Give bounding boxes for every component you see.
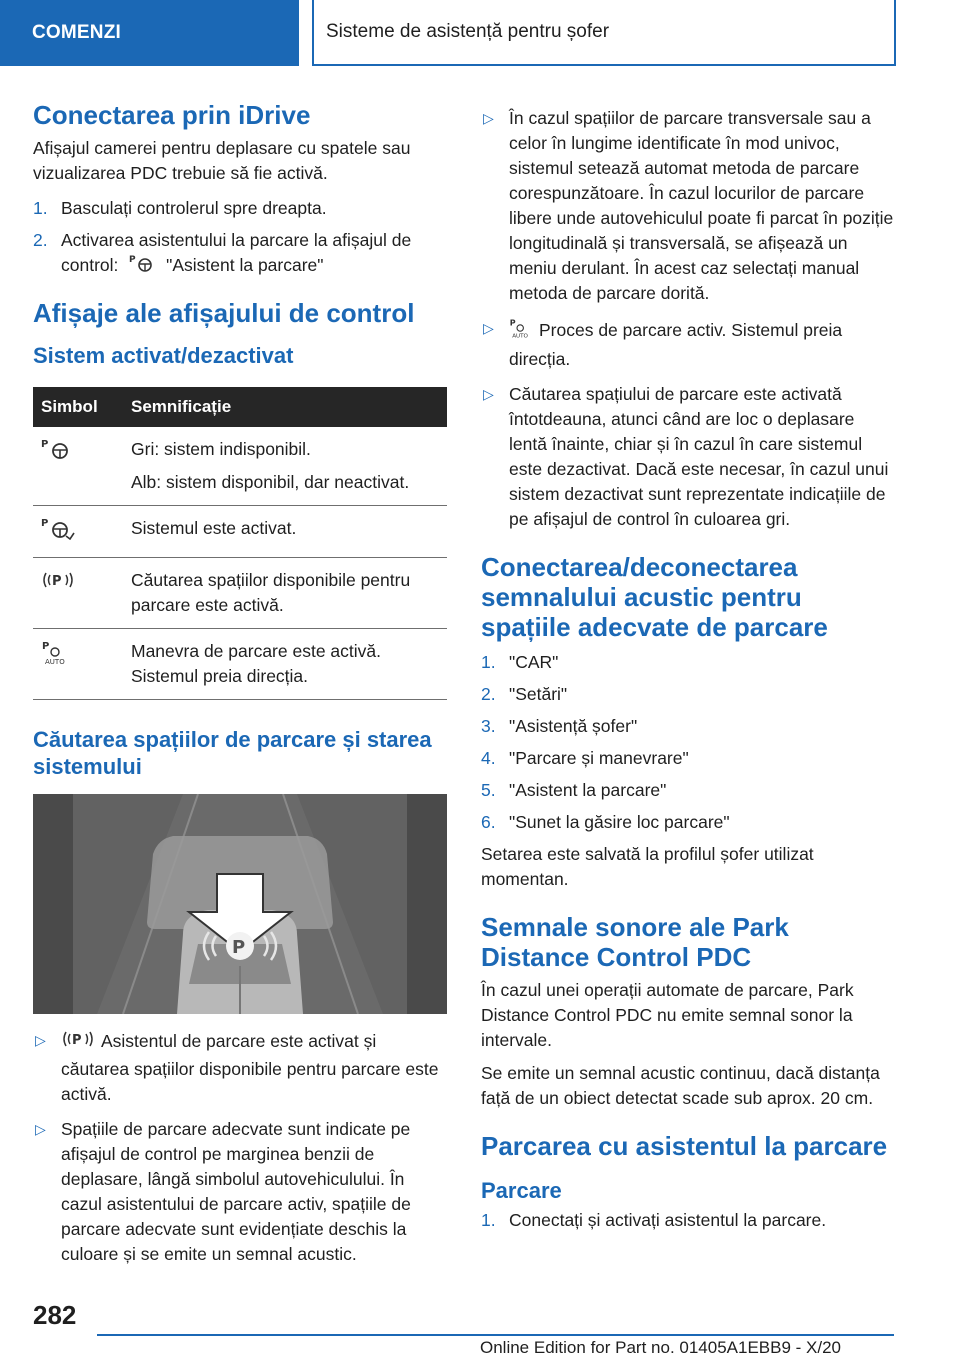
table-row: [33, 629, 447, 700]
list-item: [481, 316, 895, 372]
step-number: 4.: [481, 748, 496, 768]
step-number: 2.: [33, 230, 48, 250]
step-text: Conectați și activați asistentul la parcare.: [509, 1210, 827, 1230]
svg-text:AUTO: AUTO: [512, 333, 528, 340]
step-number: 1.: [33, 198, 48, 218]
paragraph-pdc-2: Se emite un semnal acustic continuu, dacă distanța față de un obiect detectat scade sub aprox. 20 cm.: [481, 1063, 880, 1108]
heading-park: Parcarea cu asistentul la parcare: [481, 1131, 888, 1161]
parking-assist-active-icon: [41, 518, 75, 544]
step-number: 5.: [481, 780, 496, 800]
heading-parcare: Parcare: [481, 1178, 562, 1203]
page-header: [0, 0, 960, 66]
bullet-triangle-icon: ▷: [35, 1032, 46, 1048]
svg-text:AUTO: AUTO: [45, 658, 65, 665]
bullet-text: În cazul spațiilor de parcare transversale sau a celor în lungime identificate în mod univoc, sistemul setează automat metoda de parcare corespunzătoare. În cazul locurilor de parcare libere unde autovehiculul poate fi parcat în poziție longitudinală și transversală, se afișează un meniu derulant. În acest caz selectați manual metoda de parcare dorită.: [509, 108, 894, 303]
parking-search-illustration: [33, 794, 447, 1014]
table-row: [33, 427, 447, 506]
table-cell-text: Alb: sistem disponibil, dar neactivat.: [131, 472, 410, 492]
step-item: [481, 650, 895, 675]
step-number: 2.: [481, 684, 496, 704]
svg-text:P: P: [41, 518, 49, 529]
table-cell-text: Manevra de parcare este activă. Sistemul preia direcția.: [131, 641, 381, 686]
step-item: [33, 228, 447, 280]
paragraph-pdc-1: În cazul unei operații automate de parcare, Park Distance Control PDC nu emite semnal sonor la intervale.: [481, 980, 854, 1050]
bullet-text: Spațiile de parcare adecvate sunt indicate pe afișajul de control pe marginea benzii de deplasare, lângă simbolul autovehiculului. În cazul asistentului de parcare activ, spațiile de parcare adecvate sunt evidențiate deschis la culoare și se emite un semnal acustic.: [61, 1119, 411, 1264]
step-text: Basculați controlerul spre dreapta.: [61, 198, 327, 218]
paragraph-idrive: Afișajul camerei pentru deplasare cu spatele sau vizualizarea PDC trebuie să fie activă.: [33, 138, 411, 183]
parking-auto-icon: [41, 641, 71, 669]
svg-text:P: P: [42, 641, 50, 652]
step-text: "Parcare și manevrare": [509, 748, 689, 768]
step-item: [481, 682, 895, 707]
page-number: 282: [33, 1300, 77, 1330]
svg-text:P: P: [52, 574, 62, 589]
chapter-title: Sisteme de asistență pentru șofer: [312, 0, 896, 66]
step-text: "Setări": [509, 684, 568, 704]
step-item: [481, 778, 895, 803]
col-meaning: Semnificație: [123, 387, 447, 427]
step-text: "Asistent la parcare": [509, 780, 667, 800]
bullet-triangle-icon: ▷: [483, 110, 494, 126]
parking-search-icon: [61, 1028, 95, 1057]
step-item: [481, 1208, 895, 1233]
table-cell-text: Gri: sistem indisponibil.: [131, 439, 311, 459]
step-number: 3.: [481, 716, 496, 736]
step-text-after: "Asistent la parcare": [166, 255, 324, 276]
col-symbol: Simbol: [33, 387, 123, 427]
parking-search-icon: [41, 576, 75, 596]
heading-pdc: Semnale sonore ale Park Distance Control PDC: [481, 912, 789, 972]
table-header-row: [33, 387, 447, 427]
svg-text:P: P: [232, 937, 246, 958]
list-item: [33, 1117, 447, 1267]
step-text: Activarea asistentului la parcare la afișajul de control:: [61, 230, 412, 276]
step-number: 1.: [481, 1210, 496, 1230]
list-item: [481, 106, 895, 306]
left-column: [33, 100, 447, 1267]
bullet-text: Asistentul de parcare este activat și căutarea spațiilor disponibile pentru parcare este activă.: [61, 1031, 439, 1104]
step-item: [481, 746, 895, 771]
footer-edition: Online Edition for Part no. 01405A1EBB9 - X/20: [480, 1338, 842, 1357]
symbol-table: [33, 387, 447, 700]
footer-divider: [97, 1334, 894, 1336]
step-item: [33, 196, 447, 221]
bullet-text: Proces de parcare activ. Sistemul preia direcția.: [509, 320, 843, 369]
step-text: "CAR": [509, 652, 559, 672]
step-number: 6.: [481, 812, 496, 832]
bullet-triangle-icon: ▷: [35, 1121, 46, 1137]
parking-assist-icon: [41, 439, 71, 465]
table-row: [33, 506, 447, 558]
svg-text:P: P: [72, 1033, 82, 1048]
bullet-triangle-icon: ▷: [483, 386, 494, 402]
table-row: [33, 558, 447, 629]
heading-search: Căutarea spațiilor de parcare și starea sistemului: [33, 727, 432, 779]
svg-text:P: P: [129, 255, 136, 265]
parking-auto-icon: [509, 316, 533, 347]
list-item: [33, 1028, 447, 1107]
step-item: [481, 714, 895, 739]
heading-idrive: Conectarea prin iDrive: [33, 100, 311, 130]
step-number: 1.: [481, 652, 496, 672]
heading-signal: Conectarea/deconectarea semnalului acustic pentru spațiile adecvate de parcare: [481, 552, 828, 642]
step-text: "Sunet la găsire loc parcare": [509, 812, 730, 832]
step-item: [481, 810, 895, 835]
table-cell-text: Căutarea spațiilor disponibile pentru parcare este activă.: [131, 570, 411, 615]
heading-display: Afișaje ale afișajului de control: [33, 298, 415, 328]
list-item: [481, 382, 895, 532]
bullet-triangle-icon: ▷: [483, 320, 494, 336]
right-column: [481, 106, 895, 1233]
heading-system: Sistem activat/dezactivat: [33, 343, 294, 368]
paragraph-saved: Setarea este salvată la profilul șofer utilizat momentan.: [481, 844, 814, 889]
parking-assist-icon: [129, 253, 155, 280]
step-text: "Asistență șofer": [509, 716, 638, 736]
section-tab[interactable]: COMENZI: [0, 0, 299, 66]
table-cell-text: Sistemul este activat.: [131, 518, 297, 538]
bullet-text: Căutarea spațiului de parcare este activată întotdeauna, atunci când are loc o deplasare lentă înainte, chiar și în cazul în care sistemul este dezactivat. Dacă este necesar, în cazul unui sistem dezactivat sunt reprezentate indicațiile de pe afișajul de control în culoarea gri.: [509, 384, 889, 529]
svg-text:P: P: [41, 439, 49, 450]
svg-text:P: P: [509, 318, 516, 328]
